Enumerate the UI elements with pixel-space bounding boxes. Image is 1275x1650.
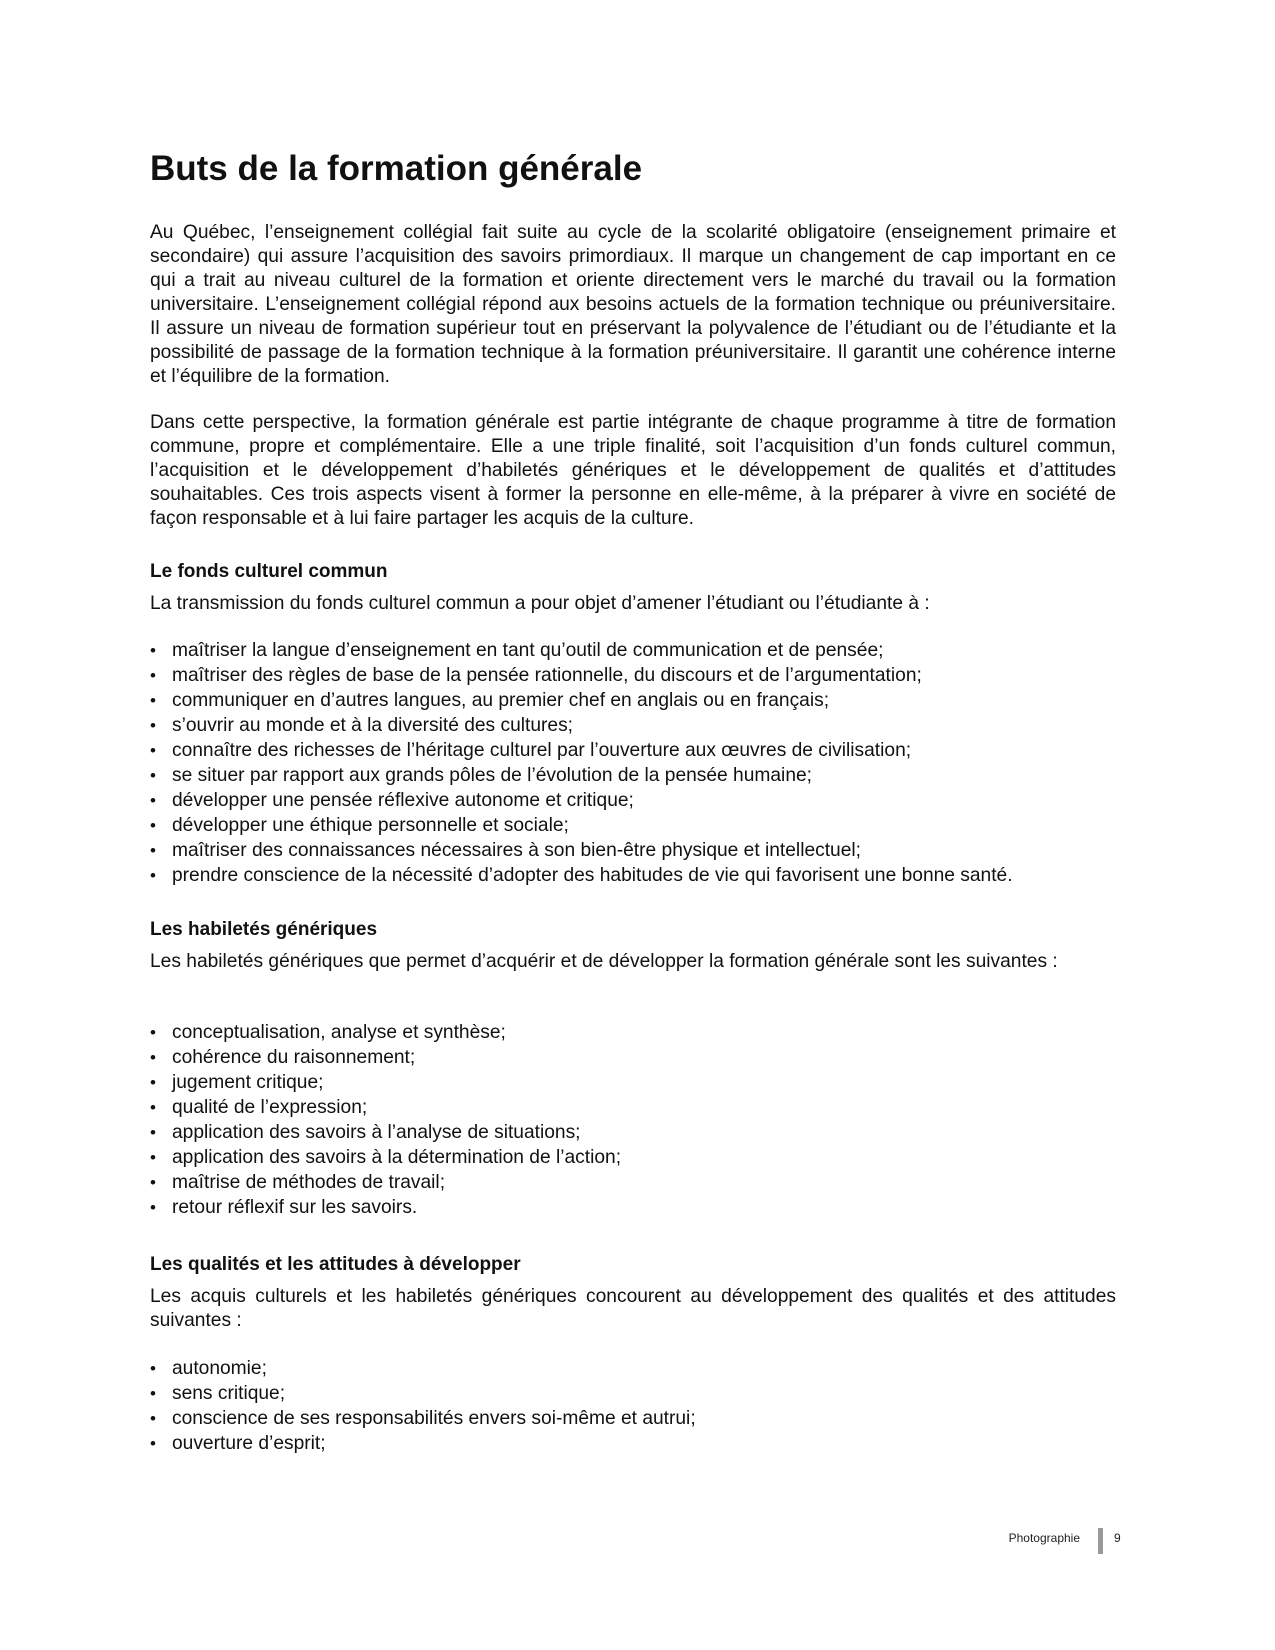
list-item: • ouverture d’esprit; <box>150 1431 696 1456</box>
list-item: • conscience de ses responsabilités envers soi-même et autrui; <box>150 1406 696 1431</box>
list-item: • application des savoirs à l’analyse de situations; <box>150 1120 621 1145</box>
list-item: • conceptualisation, analyse et synthèse; <box>150 1020 621 1045</box>
page-title: Buts de la formation générale <box>150 149 643 188</box>
list-item: • retour réflexif sur les savoirs. <box>150 1195 621 1220</box>
list-item: • maîtriser la langue d’enseignement en tant qu’outil de communication et de pensée; <box>150 638 1013 663</box>
page-number: 9 <box>1114 1531 1121 1545</box>
list-item: • se situer par rapport aux grands pôles de l’évolution de la pensée humaine; <box>150 763 1013 788</box>
list-item: • développer une éthique personnelle et sociale; <box>150 813 1013 838</box>
page-footer <box>0 1525 1275 1555</box>
list-item: • prendre conscience de la nécessité d’adopter des habitudes de vie qui favorisent une bonne santé. <box>150 863 1013 888</box>
list-item: • maîtriser des règles de base de la pensée rationnelle, du discours et de l’argumentation; <box>150 663 1013 688</box>
section-lead-fonds-culturel: La transmission du fonds culturel commun a pour objet d’amener l’étudiant ou l’étudiante à : <box>150 593 930 614</box>
section-lead-qualites: Les acquis culturels et les habiletés génériques concourent au développement des qualités et des attitudes suivantes : <box>150 1286 1116 1331</box>
list-item: • application des savoirs à la détermination de l’action; <box>150 1145 621 1170</box>
intro-paragraph-1: Au Québec, l’enseignement collégial fait suite au cycle de la scolarité obligatoire (enseignement primaire et secondaire) qui assure l’acquisition des savoirs primordiaux. Il marque un changement de cap important en ce qui a trait au niveau culturel de la formation et oriente directement vers le marché du travail ou la formation universitaire. L’enseignement collégial répond aux besoins actuels de la formation technique ou préuniversitaire. Il assure un niveau de formation supérieur tout en préservant la polyvalence de l’étudiant ou de l’étudiante et la possibilité de passage de la formation technique à la formation préuniversitaire. Il garantit une cohérence interne et l’équilibre de la formation. <box>150 222 1116 387</box>
footer-divider-bar <box>1098 1528 1103 1554</box>
list-item: • sens critique; <box>150 1381 696 1406</box>
section-heading-qualites: Les qualités et les attitudes à développer <box>150 1254 521 1275</box>
bullet-list-habiletes <box>150 1020 621 1220</box>
section-heading-fonds-culturel: Le fonds culturel commun <box>150 561 388 582</box>
footer-program-label: Photographie <box>1008 1531 1080 1545</box>
list-item: • communiquer en d’autres langues, au premier chef en anglais ou en français; <box>150 688 1013 713</box>
section-lead-habiletes: Les habiletés génériques que permet d’acquérir et de développer la formation générale sont les suivantes : <box>150 951 1058 972</box>
list-item: • s’ouvrir au monde et à la diversité des cultures; <box>150 713 1013 738</box>
intro-paragraph-2: Dans cette perspective, la formation générale est partie intégrante de chaque programme à titre de formation commune, propre et complémentaire. Elle a une triple finalité, soit l’acquisition d’un fonds culturel commun, l’acquisition et le développement d’habiletés génériques et le développement de qualités et d’attitudes souhaitables. Ces trois aspects visent à former la personne en elle-même, à la préparer à vivre en société de façon responsable et à lui faire partager les acquis de la culture. <box>150 412 1116 529</box>
list-item: • cohérence du raisonnement; <box>150 1045 621 1070</box>
list-item: • qualité de l’expression; <box>150 1095 621 1120</box>
list-item: • connaître des richesses de l’héritage culturel par l’ouverture aux œuvres de civilisation; <box>150 738 1013 763</box>
section-heading-habiletes: Les habiletés génériques <box>150 919 378 940</box>
list-item: • maîtriser des connaissances nécessaires à son bien-être physique et intellectuel; <box>150 838 1013 863</box>
list-item: • autonomie; <box>150 1356 696 1381</box>
bullet-list-fonds-culturel <box>150 638 1013 888</box>
list-item: • maîtrise de méthodes de travail; <box>150 1170 621 1195</box>
list-item: • développer une pensée réflexive autonome et critique; <box>150 788 1013 813</box>
list-item: • jugement critique; <box>150 1070 621 1095</box>
bullet-list-qualites <box>150 1356 696 1456</box>
